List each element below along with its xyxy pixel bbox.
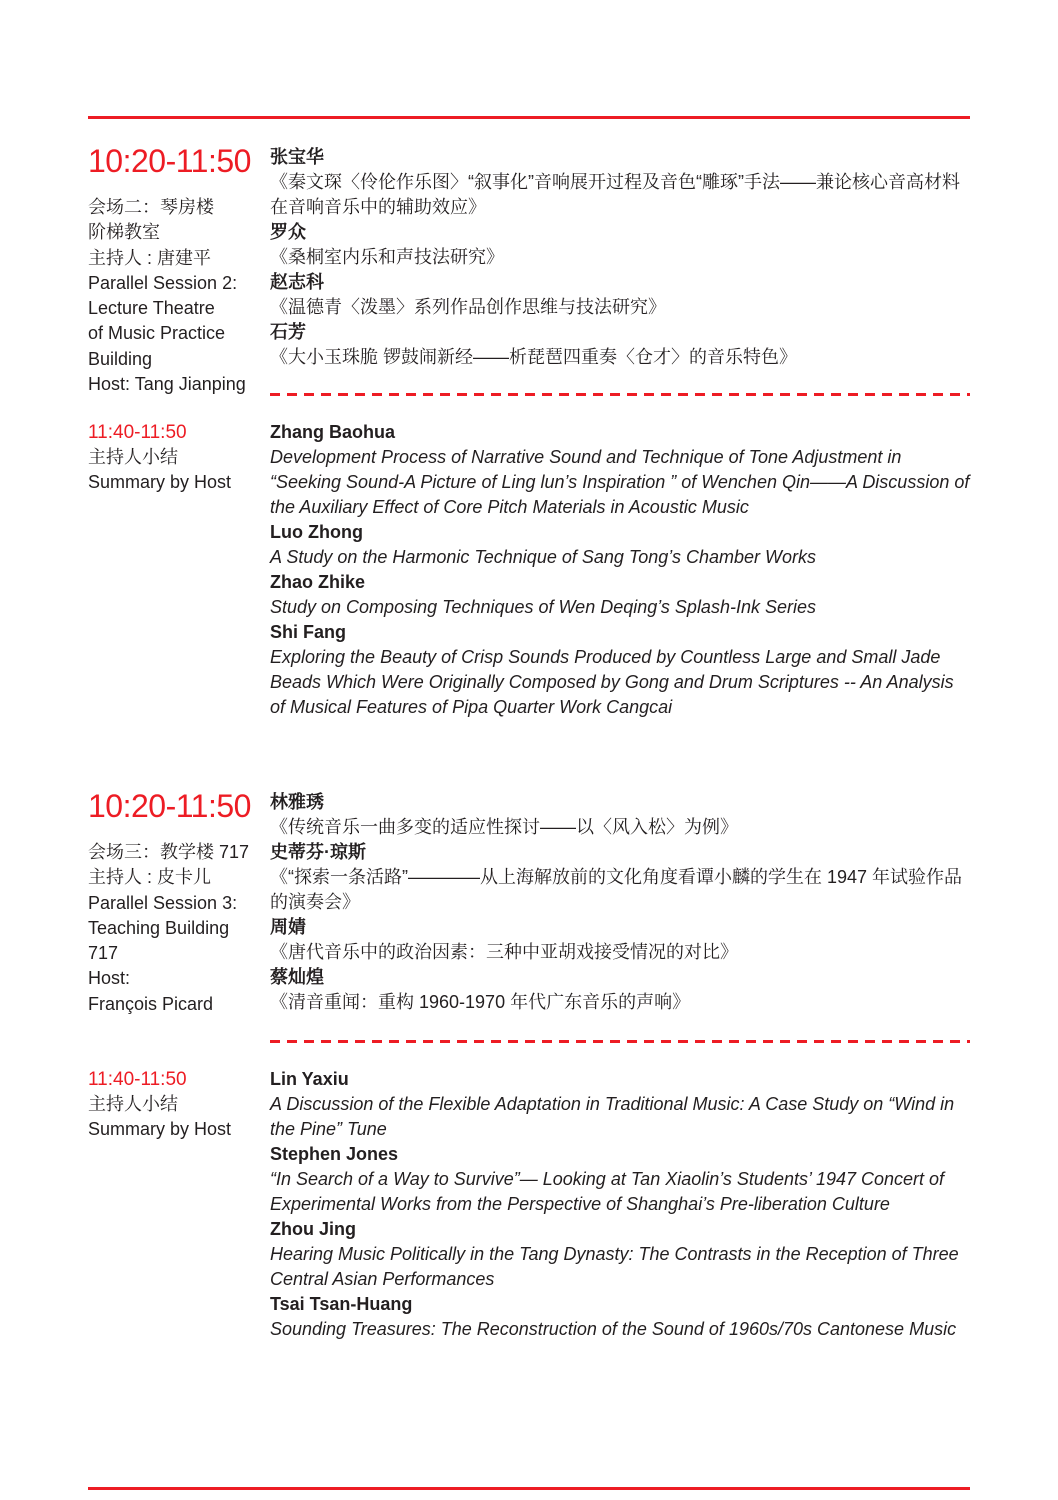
session-1-info-column — [88, 145, 270, 397]
talk-title: 《桑桐室内乐和声技法研究》 — [270, 247, 504, 267]
speaker-name: Tsai Tsan-Huang — [270, 1294, 413, 1314]
speaker-name: Zhang Baohua — [270, 422, 395, 442]
talk-title: “In Search of a Way to Survive”— Looking at Tan Xiaolin’s Students’ 1947 Concert of Experimental Works from the Perspective of Shanghai’s Pre-liberation Culture — [270, 1169, 945, 1214]
session-info-line: Host: Tang Jianping — [88, 374, 246, 395]
summary-time: 11:40-11:50 — [88, 1069, 187, 1090]
speaker-name: 林雅琇 — [270, 792, 324, 812]
speaker-name: 蔡灿煌 — [270, 967, 324, 987]
session-1-block — [88, 145, 970, 397]
talk-item — [270, 220, 970, 270]
talk-item — [270, 790, 970, 840]
session-1-talks-column — [270, 145, 970, 397]
session-info-line: Lecture Theatre — [88, 298, 215, 319]
session-info-line: 阶梯教室 — [88, 222, 160, 243]
summary-time: 11:40-11:50 — [88, 422, 187, 443]
session-2-talks-column — [270, 790, 970, 1017]
session-info-line: 主持人 : 皮卡儿 — [88, 867, 212, 888]
session-2-summary-block — [88, 1040, 970, 1342]
top-rule — [88, 116, 970, 119]
talk-item — [270, 1067, 970, 1142]
dashed-separator — [270, 1040, 970, 1043]
speaker-name: 罗众 — [270, 222, 306, 242]
session-1-summary-block — [88, 393, 970, 720]
summary-1-talks-column — [270, 393, 970, 720]
speaker-name: 周婧 — [270, 917, 306, 937]
session-info-line: of Music Practice — [88, 323, 226, 344]
talk-item — [270, 320, 970, 370]
talk-title: 《温德青〈泼墨〉系列作品创作思维与技法研究》 — [270, 297, 666, 317]
talk-title: Exploring the Beauty of Crisp Sounds Produced by Countless Large and Small Jade Beads Which Were Originally Composed by Gong and Drum Scriptures -- An Analysis of Musical Features of Pipa Quarter Work Cangcai — [270, 647, 954, 717]
talk-item — [270, 145, 970, 220]
summary-1-info-column — [88, 393, 270, 720]
summary-label-zh: 主持人小结 — [88, 1094, 178, 1114]
talk-title: 《秦文琛〈伶伦作乐图〉“叙事化”音响展开过程及音色“雕琢”手法——兼论核心音高材料在音响音乐中的辅助效应》 — [270, 172, 960, 217]
summary-label-en: Summary by Host — [88, 472, 232, 493]
speaker-name: 石芳 — [270, 322, 306, 342]
talk-title: Development Process of Narrative Sound and Technique of Tone Adjustment in “Seeking Sound-A Picture of Ling lun’s Inspiration ” of Wenchen Qin——A Discussion of the Auxiliary Effect of Core Pitch Materials in Acoustic Music — [270, 447, 970, 517]
session-time: 10:20-11:50 — [88, 143, 251, 179]
speaker-name: Lin Yaxiu — [270, 1069, 349, 1089]
talk-item — [270, 1217, 970, 1292]
bottom-rule — [88, 1487, 970, 1490]
speaker-name: 史蒂芬·琼斯 — [270, 842, 366, 862]
session-info-line: 会场三：教学楼 717 — [88, 842, 250, 862]
dashed-separator — [270, 393, 970, 396]
talk-item — [270, 1142, 970, 1217]
talk-title: 《传统音乐一曲多变的适应性探讨——以〈风入松〉为例》 — [270, 817, 738, 837]
session-info-line: 会场二：琴房楼 — [88, 197, 214, 217]
session-info-line: François Picard — [88, 993, 214, 1014]
session-2-block — [88, 790, 970, 1017]
talk-title: Hearing Music Politically in the Tang Dynasty: The Contrasts in the Reception of Three Central Asian Performances — [270, 1244, 959, 1289]
talk-item — [270, 570, 970, 620]
talk-title: A Discussion of the Flexible Adaptation in Traditional Music: A Case Study on “Wind in the Pine” Tune — [270, 1094, 955, 1139]
talk-item — [270, 965, 970, 1015]
talk-item — [270, 620, 970, 720]
summary-2-info-column — [88, 1040, 270, 1342]
talk-title: 《“探索一条活路”————从上海解放前的文化角度看谭小麟的学生在 1947 年试验作品的演奏会》 — [270, 867, 963, 912]
session-info-line: 717 — [88, 943, 119, 964]
talk-item — [270, 840, 970, 915]
speaker-name: Shi Fang — [270, 622, 346, 642]
talk-item — [270, 270, 970, 320]
speaker-name: Luo Zhong — [270, 522, 363, 542]
session-info-line: Teaching Building — [88, 917, 230, 938]
summary-label-en: Summary by Host — [88, 1119, 232, 1140]
talk-item — [270, 915, 970, 965]
session-time: 10:20-11:50 — [88, 788, 251, 824]
talk-title: Sounding Treasures: The Reconstruction of the Sound of 1960s/70s Cantonese Music — [270, 1319, 957, 1339]
session-info-line: 主持人 : 唐建平 — [88, 247, 212, 268]
session-2-info-column — [88, 790, 270, 1017]
session-info-line: Parallel Session 3: — [88, 892, 238, 913]
speaker-name: Stephen Jones — [270, 1144, 399, 1164]
session-info-line: Host: — [88, 968, 131, 989]
talk-title: 《大小玉珠脆 锣鼓闹新经——析琵琶四重奏〈仓才〉的音乐特色》 — [270, 347, 797, 367]
speaker-name: 赵志科 — [270, 272, 324, 292]
talk-item — [270, 520, 970, 570]
talk-title: A Study on the Harmonic Technique of Sang Tong’s Chamber Works — [270, 547, 816, 567]
summary-2-talks-column — [270, 1040, 970, 1342]
talk-item — [270, 420, 970, 520]
talk-title: 《唐代音乐中的政治因素：三种中亚胡戏接受情况的对比》 — [270, 942, 738, 962]
session-info-line: Building — [88, 348, 153, 369]
speaker-name: Zhou Jing — [270, 1219, 356, 1239]
talk-title: 《清音重闻：重构 1960-1970 年代广东音乐的声响》 — [270, 992, 691, 1012]
session-info-line: Parallel Session 2: — [88, 272, 238, 293]
talk-title: Study on Composing Techniques of Wen Deqing’s Splash-Ink Series — [270, 597, 816, 617]
summary-label-zh: 主持人小结 — [88, 447, 178, 467]
talk-item — [270, 1292, 970, 1342]
speaker-name: Zhao Zhike — [270, 572, 366, 592]
speaker-name: 张宝华 — [270, 147, 324, 167]
